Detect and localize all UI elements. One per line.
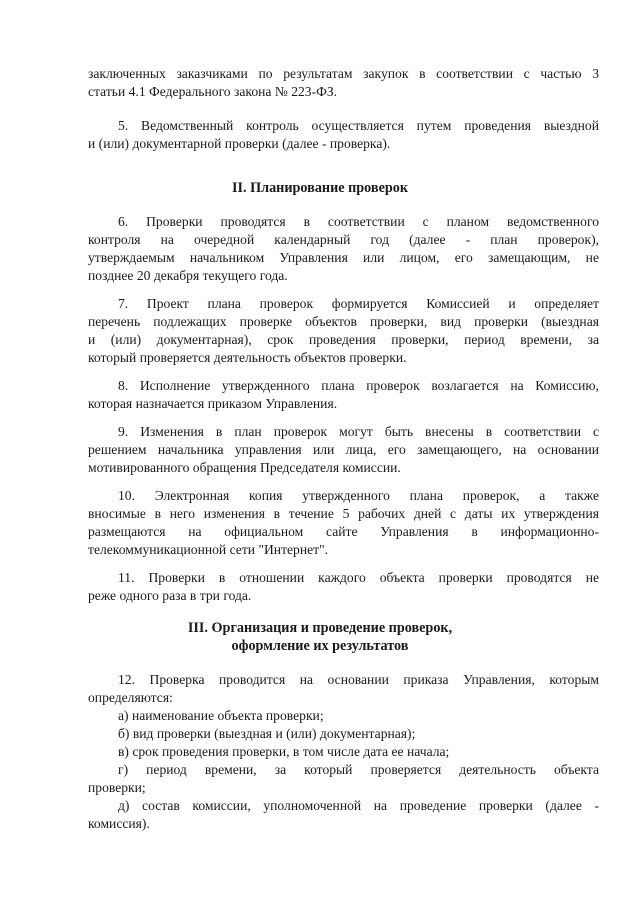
- paragraph-7-line: который проверяется деятельность объектов проверки.: [88, 350, 407, 365]
- paragraph-10-line: размещаются на официальном сайте Управления в информационно-: [88, 524, 599, 539]
- section-heading: II. Планирование проверок: [231, 180, 409, 196]
- paragraph-5-line: и (или) документарной проверки (далее - проверка).: [88, 136, 391, 151]
- paragraph-10-line: 10. Электронная копия утвержденного плана проверок, а также: [118, 488, 599, 503]
- paragraph-9-line: мотивированного обращения Председателя комиссии.: [88, 460, 401, 475]
- paragraph-12-line: 12. Проверка проводится на основании приказа Управления, которым: [118, 672, 599, 687]
- list-item: проверки;: [88, 780, 146, 795]
- paragraph-10-line: вносимые в него изменения в течение 5 рабочих дней с даты их утверждения: [88, 506, 599, 521]
- paragraph-6-line: позднее 20 декабря текущего года.: [88, 268, 288, 283]
- text-line: статьи 4.1 Федерального закона № 223-ФЗ.: [88, 84, 338, 99]
- list-item: а) наименование объекта проверки;: [118, 708, 324, 723]
- paragraph-8-line: которая назначается приказом Управления.: [88, 396, 338, 411]
- paragraph-6-line: утверждаемым начальником Управления или лицом, его замещающим, не: [88, 250, 599, 265]
- list-item: д) состав комиссии, уполномоченной на проведение проверки (далее -: [118, 798, 599, 813]
- list-item: комиссия).: [88, 816, 150, 831]
- list-item: б) вид проверки (выездная и (или) документарная);: [118, 726, 416, 741]
- paragraph-6-line: 6. Проверки проводятся в соответствии с планом ведомственного: [118, 214, 599, 229]
- section-heading: III. Организация и проведение проверок,: [187, 620, 453, 636]
- text-line: заключенных заказчиками по результатам закупок в соответствии с частью 3: [88, 66, 599, 81]
- paragraph-12-line: определяются:: [88, 690, 173, 705]
- paragraph-8-line: 8. Исполнение утвержденного плана проверок возлагается на Комиссию,: [118, 378, 599, 393]
- paragraph-11-line: реже одного раза в три года.: [88, 588, 252, 603]
- paragraph-10-line: телекоммуникационной сети "Интернет".: [88, 542, 329, 557]
- list-item: в) срок проведения проверки, в том числе дата ее начала;: [118, 744, 450, 759]
- paragraph-7-line: 7. Проект плана проверок формируется Комиссией и определяет: [118, 296, 599, 311]
- paragraph-11-line: 11. Проверки в отношении каждого объекта проверки проводятся не: [118, 570, 599, 585]
- section-heading: оформление их результатов: [231, 638, 409, 654]
- paragraph-7-line: перечень подлежащих проверке объектов проверки, вид проверки (выездная: [88, 314, 599, 329]
- paragraph-9-line: 9. Изменения в план проверок могут быть внесены в соответствии с: [118, 424, 599, 439]
- paragraph-9-line: решением начальника управления или лица, его замещающего, на основании: [88, 442, 599, 457]
- paragraph-5-line: 5. Ведомственный контроль осуществляется путем проведения выездной: [118, 118, 599, 133]
- paragraph-6-line: контроля на очередной календарный год (далее - план проверок),: [88, 232, 599, 247]
- list-item: г) период времени, за который проверяется деятельность объекта: [118, 762, 599, 777]
- paragraph-7-line: и (или) документарная), срок проведения проверки, период времени, за: [88, 332, 599, 347]
